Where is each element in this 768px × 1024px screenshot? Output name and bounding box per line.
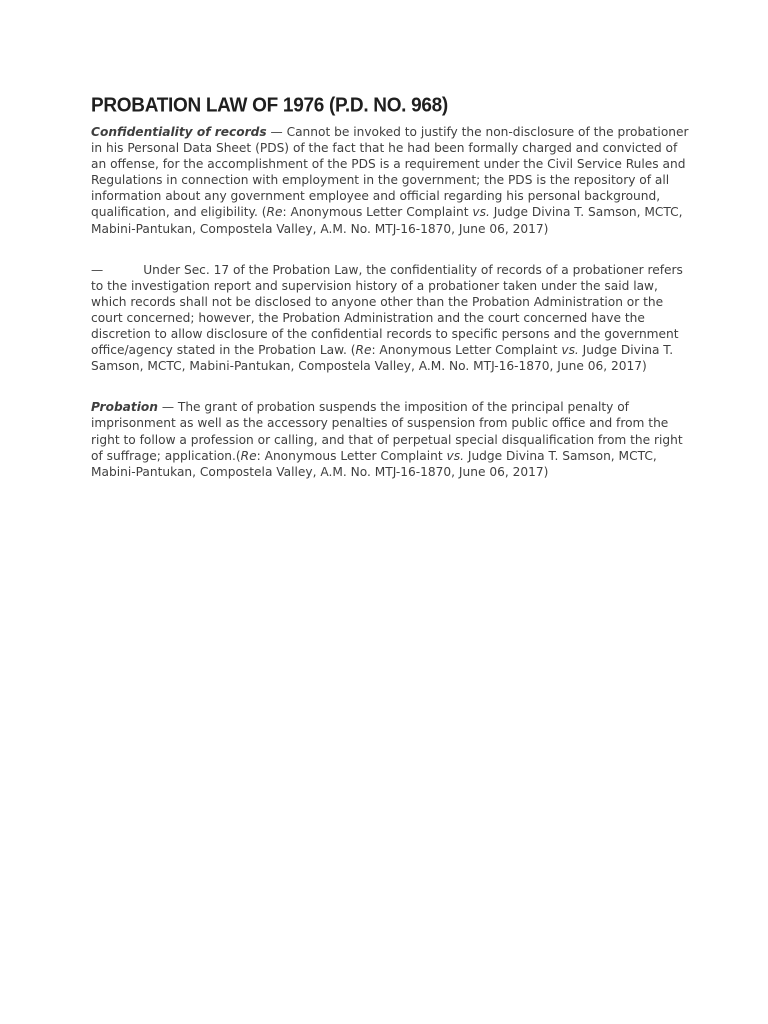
em-dash: — [91,262,104,277]
citation-text: : Anonymous Letter Complaint [256,448,447,463]
em-dash: — [157,400,178,415]
citation-re: Re [266,205,283,220]
paragraph-sec-17 [91,262,691,375]
citation-re: Re [240,448,257,463]
citation-text: Judge Divina T. Samson, MCTC, Mabini-Pantukan, Compostela Valley, A.M. No. MTJ-16-1870, June 06, 2017) [91,205,683,236]
citation-text: : Anonymous Letter Complaint [371,343,562,358]
citation-vs: vs. [472,205,490,220]
citation-text: : Anonymous Letter Complaint [282,205,473,220]
paragraph-confidentiality [91,124,691,237]
page-title: PROBATION LAW OF 1976 (P.D. NO. 968) [91,94,448,117]
paragraph-lead: Probation [91,400,158,415]
paragraph-text: Cannot be invoked to justify the non-disclosure of the probationer in his Personal Data Sheet (PDS) of the fact that he had been formally charged and convicted of an offense, for the accomplishment of the PDS is a requirement under the Civil Service Rules and Regulations in connection with employment in the government; the PDS is the repository of all information about any government employee and official regarding his personal background, qualification, and eligibility. ( [91,125,689,220]
paragraph-text: The grant of probation suspends the imposition of the principal penalty of imprisonment as well as the accessory penalties of suspension from public office and from the right to follow a profession or calling, and that of perpetual special disqualification from the right of suffrage; application.( [91,400,683,463]
paragraph-probation [91,399,691,479]
citation-vs: vs. [446,448,464,463]
citation-vs: vs. [561,343,579,358]
citation-re: Re [355,343,372,358]
paragraph-text: Under Sec. 17 of the Probation Law, the confidentiality of records of a probationer refers to the investigation report and supervision history of a probationer taken under the said law, which records shall not be disclosed to anyone other than the Probation Administration or the court concerned; however, the Probation Administration and the court concerned have the discretion to allow disclosure of the confidential records to specific persons and the government office/agency stated in the Probation Law. ( [91,262,683,358]
em-dash: — [266,125,287,139]
paragraph-lead: Confidentiality of records [91,125,267,139]
citation-text: Judge Divina T. Samson, MCTC, Mabini-Pantukan, Compostela Valley, A.M. No. MTJ-16-1870, June 06, 2017) [91,343,674,374]
document-page [91,94,691,480]
citation-text: Judge Divina T. Samson, MCTC, Mabini-Pantukan, Compostela Valley, A.M. No. MTJ-16-1870, June 06, 2017) [91,448,657,479]
